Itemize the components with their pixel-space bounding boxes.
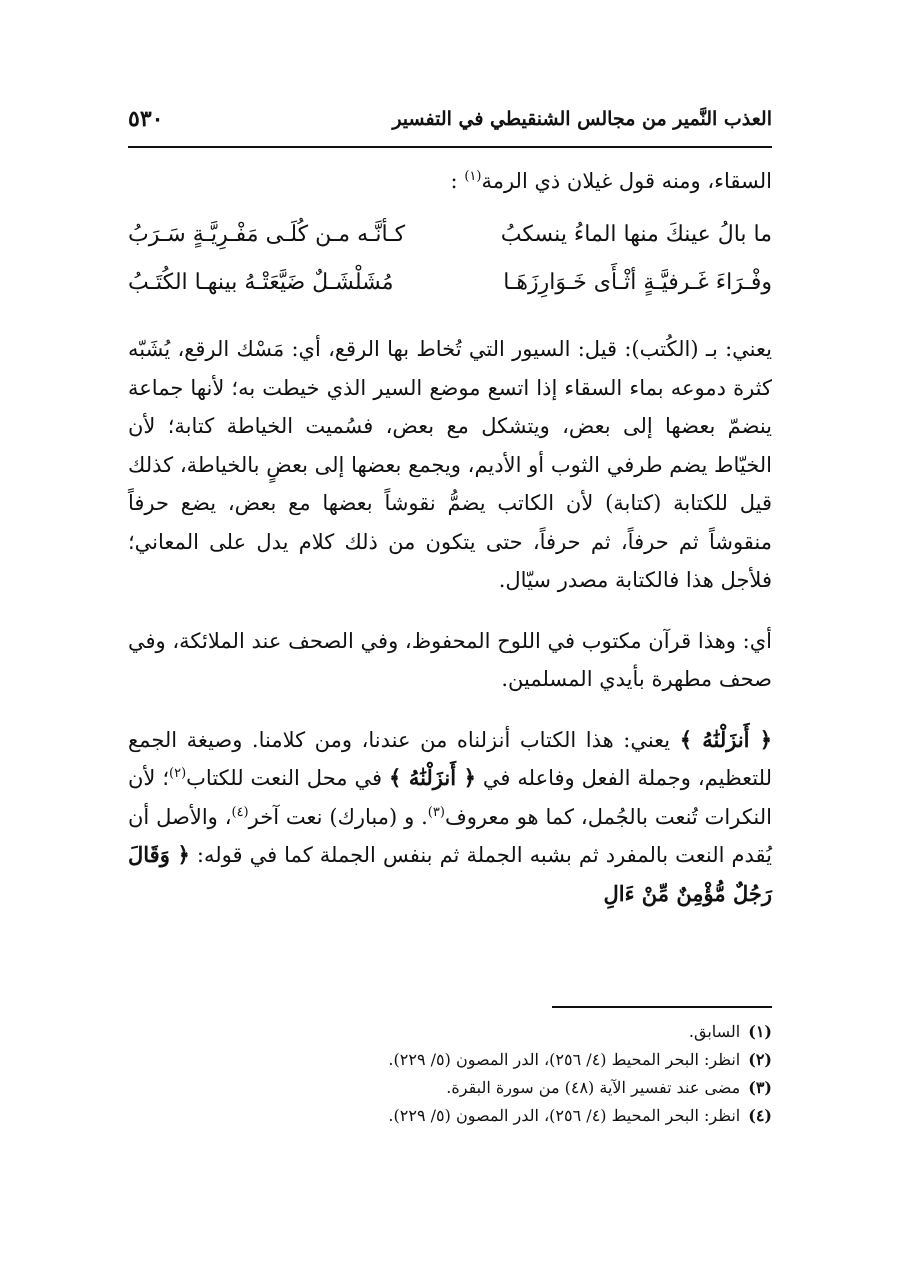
footnote [128, 1074, 772, 1102]
intro-line [128, 162, 772, 201]
paragraph: أي: وهذا قرآن مكتوب في اللوح المحفوظ، وفي الصحف عند الملائكة، وفي صحف مطهرة بأيدي المسلمين. [128, 628, 772, 691]
footnote-marker: (٣) [427, 804, 445, 820]
first-hemistich: ما بالُ عينكَ منها الماءُ ينسكبُ [500, 222, 772, 247]
main-text [128, 330, 772, 913]
footnote-number: (٤) [748, 1106, 772, 1125]
paragraph-text: ؛ لأن النكرات تُنعت بالجُمل، كما هو معروف [128, 766, 772, 829]
second-hemistich: كـأنَّـه مـن كُلَـى مَفْـرِيَّـةٍ سَـرَبُ [128, 222, 406, 247]
second-hemistich: مُشَلْشَـلٌ ضَيَّعَتْـهُ بينهـا الكُتَـبُ [128, 270, 394, 295]
footnote-marker: (١) [464, 169, 482, 184]
footnote [128, 1102, 772, 1130]
quran-quote: ﴿ وَقَالَ رَجُلٌ مُّؤْمِنٌ مِّنْ ءَالِ [128, 842, 772, 906]
running-title: العذب النَّمير من مجالس الشنقيطي في التفسير [392, 108, 772, 130]
page-number: ٥٣٠ [128, 106, 164, 132]
paragraph-text: في محل النعت للكتاب [186, 766, 389, 790]
first-hemistich: وفْـرَاءَ غَـرفيَّـةٍ أثْـأَى خَـوَارِزَهَـا [503, 270, 772, 295]
footnote-number: (٢) [748, 1050, 772, 1069]
footnote-number: (٣) [748, 1078, 772, 1097]
footnote-text: انظر: البحر المحيط (٤/ ٢٥٦)، الدر المصون (٥/ ٢٢٩). [388, 1050, 741, 1069]
footnote [128, 1046, 772, 1074]
paragraph [128, 721, 772, 914]
footnotes [128, 1018, 772, 1130]
quran-quote: ﴿ أَنزَلْنَٰهُ ﴾ [388, 765, 476, 790]
footnote-marker: (٢) [169, 766, 187, 781]
paragraph-text: يعني: هذا الكتاب أنزلناه من عندنا، ومن كلامنا. وصيغة الجمع للتعظيم، وجملة الفعل وفاعله في [128, 727, 772, 790]
quran-quote: ﴿ أَنزَلْنَٰهُ ﴾ [679, 726, 773, 752]
paragraph-text: ، والأصل أن يُقدم النعت بالمفرد ثم بشبه الجملة ثم بنفس الجملة كما في قوله: [128, 804, 773, 867]
footnote [128, 1018, 772, 1046]
paragraph: يعني: بـ (الكُتب): قيل: السيور التي تُخاط بها الرقع، أي: مَسْك الرقع، يُشَبّه كثرة دموعه بماء السقاء إذا اتسع موضع السير الذي خيطت به؛ لأنها جماعة ينضمّ بعضها إلى بعض، ويتشكل مع بعض، فسُميت الخياطة كتابة؛ لأن الخيّاط يضم طرفي الثوب أو الأديم، ويجمع بعضها إلى بعضٍ بالخياطة، كذلك قيل للكتابة (كتابة) لأن الكاتب يضمُّ نقوشاً بعضها مع بعض، يضع حرفاً منقوشاً ثم حرفاً، ثم حرفاً، حتى يتكون من ذلك كلام يدل على المعاني؛ فلأجل هذا فالكتابة مصدر سيّال. [128, 337, 772, 592]
footnote-text: السابق. [688, 1022, 741, 1041]
footnote-text: مضى عند تفسير الآية (٤٨) من سورة البقرة. [446, 1078, 741, 1097]
poem [128, 222, 772, 318]
footnote-number: (١) [748, 1022, 772, 1041]
intro-text: السقاء، ومنه قول غيلان ذي الرمة [481, 169, 772, 193]
footnote-text: انظر: البحر المحيط (٤/ ٢٥٦)، الدر المصون (٥/ ٢٢٩). [388, 1106, 741, 1125]
paragraph-text: . و (مبارك) نعت آخر [248, 804, 428, 829]
verse [128, 270, 772, 318]
page-header [128, 98, 772, 148]
footnote-separator [552, 1006, 772, 1008]
intro-end: : [450, 169, 465, 193]
footnote-marker: (٤) [231, 804, 249, 820]
verse [128, 222, 772, 270]
